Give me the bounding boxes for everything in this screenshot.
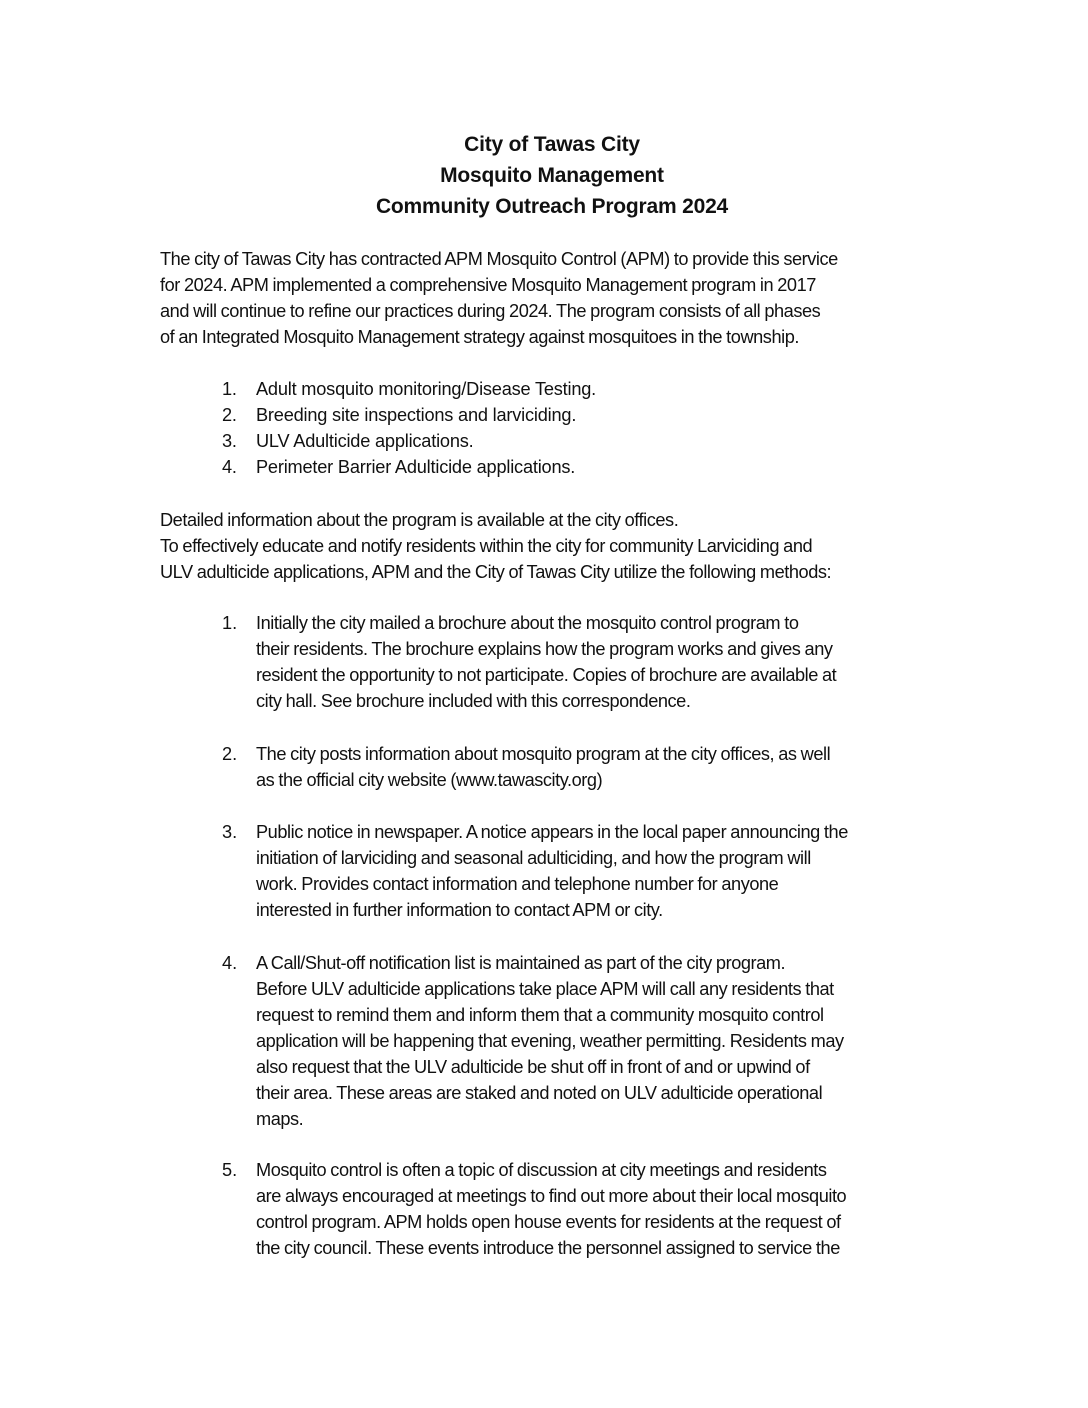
title-line-program: Mosquito Management — [440, 164, 664, 187]
document-title — [0, 129, 1088, 222]
method-line: resident the opportunity to not participate. Copies of brochure are available at — [256, 665, 837, 685]
method-line: The city posts information about mosquito program at the city offices, as well — [256, 744, 831, 764]
method-line: initiation of larviciding and seasonal adulticiding, and how the program will — [256, 848, 811, 868]
title-line-city: City of Tawas City — [464, 133, 640, 156]
intro-line: The city of Tawas City has contracted APM Mosquito Control (APM) to provide this service — [160, 249, 838, 269]
info-paragraph — [160, 507, 960, 585]
method-line: city hall. See brochure included with this correspondence. — [256, 691, 691, 711]
method-number: 5. — [222, 1160, 238, 1180]
method-line: work. Provides contact information and telephone number for anyone — [256, 874, 779, 894]
method-line: Public notice in newspaper. A notice appears in the local paper announcing the — [256, 822, 848, 842]
method-number: 2. — [222, 744, 238, 764]
info-line: ULV adulticide applications, APM and the City of Tawas City utilize the following methods: — [160, 562, 832, 582]
method-line: control program. APM holds open house events for residents at the request of — [256, 1212, 841, 1232]
method-line: the city council. These events introduce the personnel assigned to service the — [256, 1238, 840, 1258]
method-item-meetings — [222, 1157, 962, 1261]
method-body — [256, 610, 836, 714]
intro-line: and will continue to refine our practices during 2024. The program consists of all phases — [160, 301, 821, 321]
method-line: their area. These areas are staked and noted on ULV adulticide operational — [256, 1083, 823, 1103]
phase-text: Breeding site inspections and larviciding. — [256, 405, 577, 425]
method-line: Mosquito control is often a topic of discussion at city meetings and residents — [256, 1160, 827, 1180]
method-number: 3. — [222, 822, 238, 842]
phase-number: 4. — [222, 457, 237, 477]
info-line: To effectively educate and notify residents within the city for community Larviciding and — [160, 536, 813, 556]
phase-number: 1. — [222, 379, 237, 399]
intro-line: of an Integrated Mosquito Management strategy against mosquitoes in the township. — [160, 327, 799, 347]
phases-list — [222, 376, 922, 480]
method-item-call-list — [222, 950, 962, 1132]
method-line: their residents. The brochure explains how the program works and gives any — [256, 639, 833, 659]
title-line-outreach: Community Outreach Program 2024 — [375, 195, 729, 218]
method-line: A Call/Shut-off notification list is maintained as part of the city program. — [256, 953, 786, 973]
method-line: application will be happening that evening, weather permitting. Residents may — [256, 1031, 844, 1051]
method-line: Before ULV adulticide applications take place APM will call any residents that — [256, 979, 834, 999]
phase-item — [222, 376, 922, 402]
phase-item — [222, 428, 922, 454]
phase-item — [222, 402, 922, 428]
phase-number: 2. — [222, 405, 237, 425]
phase-number: 3. — [222, 431, 237, 451]
phase-text: ULV Adulticide applications. — [256, 431, 474, 451]
method-number: 4. — [222, 953, 238, 973]
method-line: are always encouraged at meetings to find out more about their local mosquito — [256, 1186, 847, 1206]
info-line: Detailed information about the program is available at the city offices. — [160, 510, 679, 530]
method-item-brochure — [222, 610, 962, 714]
method-item-website — [222, 741, 962, 793]
method-line: interested in further information to contact APM or city. — [256, 900, 663, 920]
method-body — [256, 741, 830, 793]
method-line: Initially the city mailed a brochure about the mosquito control program to — [256, 613, 799, 633]
method-line: as the official city website (www.tawascity.org) — [256, 770, 603, 790]
method-line: also request that the ULV adulticide be shut off in front of and or upwind of — [256, 1057, 810, 1077]
method-number: 1. — [222, 613, 238, 633]
method-body — [256, 1157, 846, 1261]
phase-text: Adult mosquito monitoring/Disease Testing. — [256, 379, 597, 399]
method-item-newspaper — [222, 819, 962, 923]
intro-paragraph — [160, 246, 960, 350]
method-body — [256, 819, 848, 923]
method-line: request to remind them and inform them that a community mosquito control — [256, 1005, 824, 1025]
phase-text: Perimeter Barrier Adulticide applications. — [256, 457, 576, 477]
method-body — [256, 950, 844, 1132]
phase-item — [222, 454, 922, 480]
intro-line: for 2024. APM implemented a comprehensive Mosquito Management program in 2017 — [160, 275, 816, 295]
method-line: maps. — [256, 1109, 304, 1129]
